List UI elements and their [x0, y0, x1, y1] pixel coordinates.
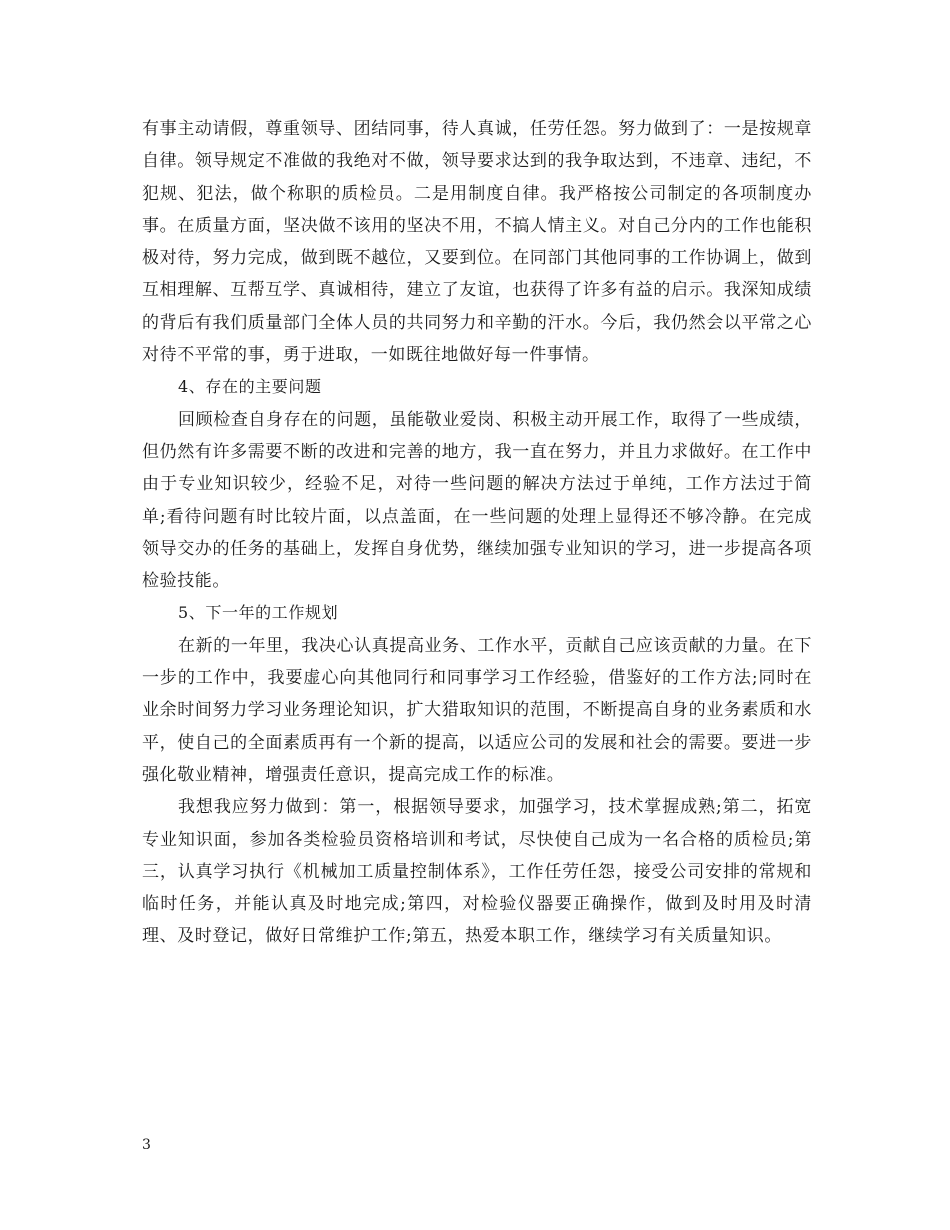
- section-heading-next-year-plan: 5、下一年的工作规划: [178, 603, 339, 623]
- paragraph-problems-review: 回顾检查自身存在的问题，虽能敬业爱岗、积极主动开展工作，取得了一些成绩，但仍然有许多需要不断的改进和完善的地方，我一直在努力，并且力求做好。在工作中由于专业知识较少，经验不足，对待一些问题的解决方法过于单纯，工作方法过于简单;看待问题有时比较片面，以点盖面，在一些问题的处理上显得还不够冷静。在完成领导交办的任务的基础上，发挥自身优势，继续加强专业知识的学习，进一步提高各项检验技能。: [142, 409, 812, 592]
- section-heading-main-problems: 4、存在的主要问题: [178, 377, 322, 397]
- paragraph-self-discipline: 有事主动请假，尊重领导、团结同事，待人真诚，任劳任怨。努力做到了：一是按规章自律。领导规定不准做的我绝对不做，领导要求达到的我争取达到，不违章、违纪，不犯规、犯法，做个称职的质检员。二是用制度自律。我严格按公司制定的各项制度办事。在质量方面，坚决做不该用的坚决不用，不搞人情主义。对自己分内的工作也能积极对待，努力完成，做到既不越位，又要到位。在同部门其他同事的工作协调上，做到互相理解、互帮互学、真诚相待，建立了友谊，也获得了许多有益的启示。我深知成绩的背后有我们质量部门全体人员的共同努力和辛勤的汗水。今后，我仍然会以平常之心对待不平常的事，勇于进取，一如既往地做好每一件事情。: [142, 119, 812, 366]
- page-number: 3: [142, 1137, 151, 1153]
- document-body: [142, 113, 812, 953]
- paragraph-next-year-goals: 在新的一年里，我决心认真提高业务、工作水平，贡献自己应该贡献的力量。在下一步的工作中，我要虚心向其他同行和同事学习工作经验，借鉴好的工作方法;同时在业余时间努力学习业务理论知识，扩大猎取知识的范围，不断提高自身的业务素质和水平，使自己的全面素质再有一个新的提高，以适应公司的发展和社会的需要。要进一步强化敬业精神，增强责任意识，提高完成工作的标准。: [142, 635, 812, 785]
- paragraph-action-items: 我想我应努力做到：第一，根据领导要求，加强学习，技术掌握成熟;第二，拓宽专业知识面，参加各类检验员资格培训和考试，尽快使自己成为一名合格的质检员;第三，认真学习执行《机械加工质量控制体系》，工作任劳任怨，接受公司安排的常规和临时任务，并能认真及时地完成;第四，对检验仪器要正确操作，做到及时用及时清理、及时登记，做好日常维护工作;第五，热爱本职工作，继续学习有关质量知识。: [142, 797, 812, 947]
